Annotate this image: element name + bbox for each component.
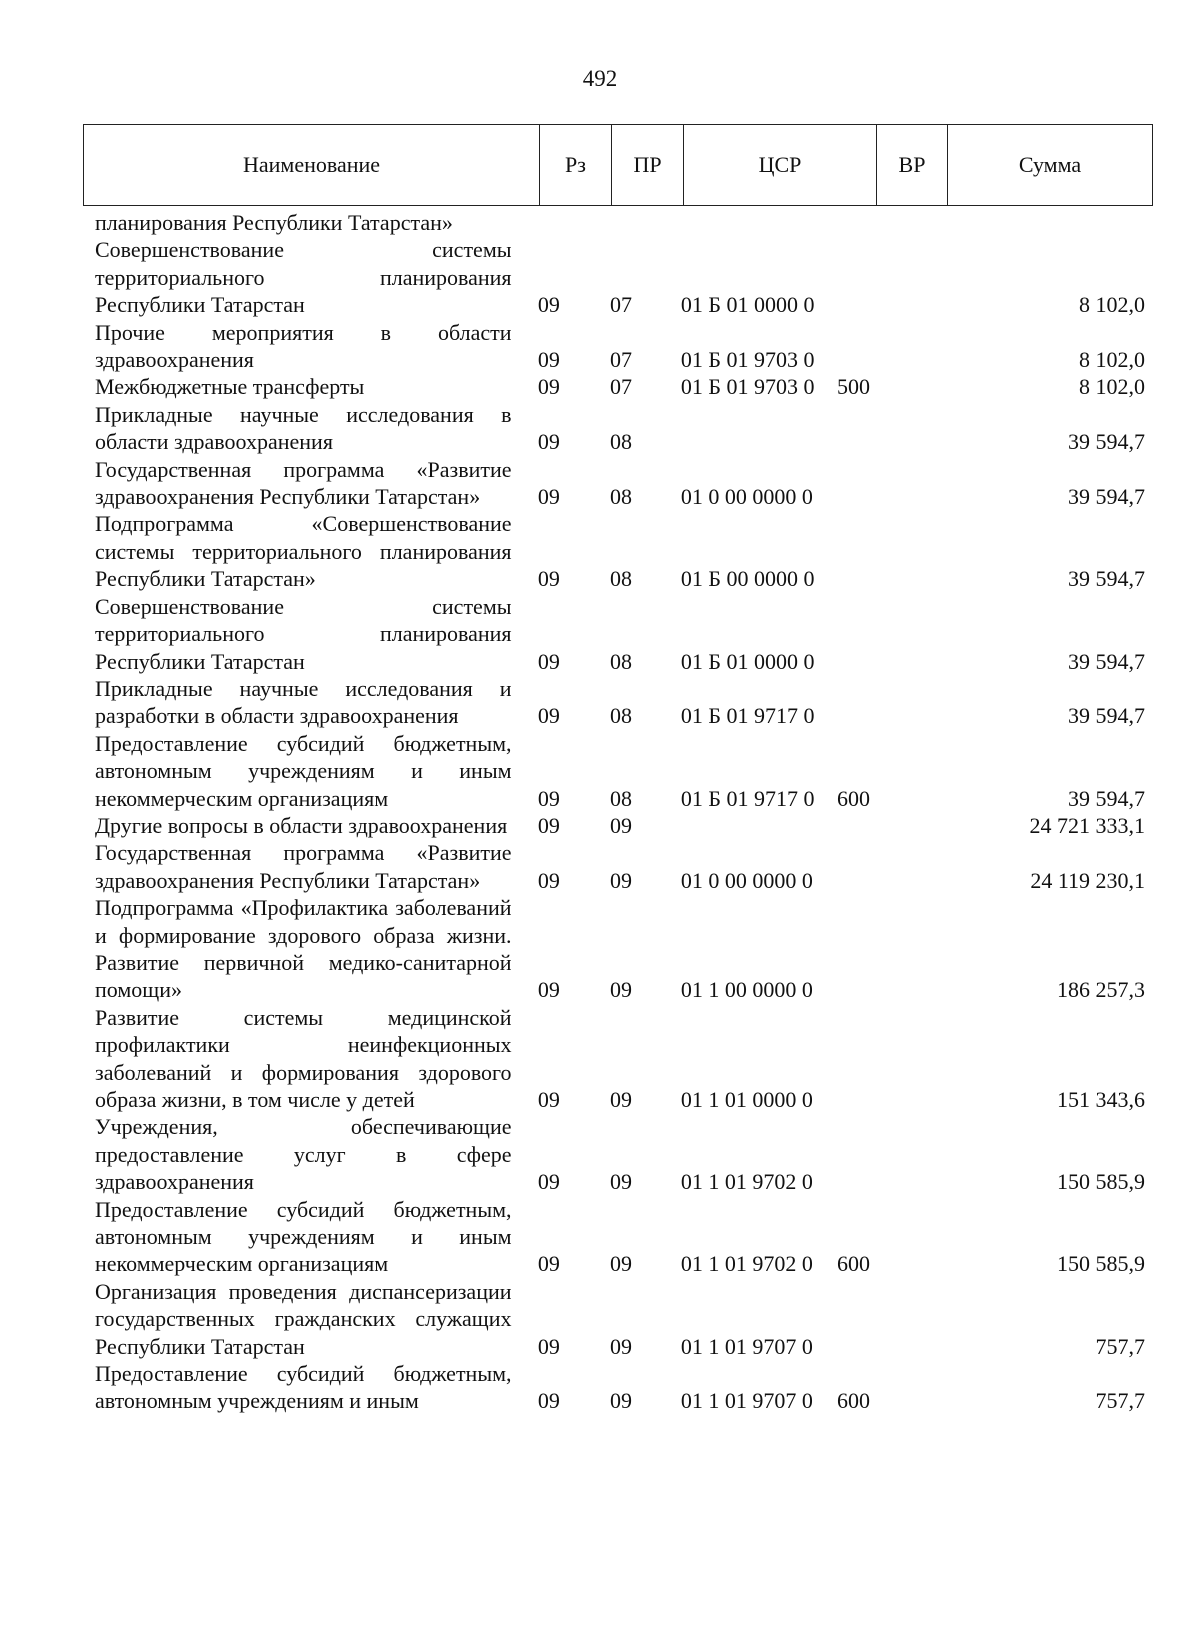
row-vr: 600: [836, 785, 870, 811]
row-name: Подпрограмма «Профилактика заболеваний и формирование здорового образа жизни. Развитие первичной медико-санитарной помощи»: [95, 895, 512, 1003]
table-row: [95, 373, 1145, 400]
row-sum: 39 594,7: [1068, 785, 1146, 811]
row-name: Развитие системы медицинской профилактики неинфекционных заболеваний и формирования здорового образа жизни, в том числе у детей: [95, 1004, 512, 1112]
row-rz: 09: [537, 1251, 560, 1277]
row-name: Предоставление субсидий бюджетным, автономным учреждениям и иным некоммерческим организациям: [95, 730, 512, 811]
row-sum: 757,7: [1095, 1333, 1146, 1359]
table-row: [95, 1278, 1145, 1360]
row-rz: 09: [537, 703, 560, 729]
row-pr: 07: [610, 374, 632, 400]
row-pr: 07: [610, 292, 632, 318]
row-csr: 01 Б 00 0000 0: [680, 566, 815, 592]
table-row: [95, 401, 1145, 456]
row-csr: 01 1 01 9707 0: [680, 1333, 813, 1359]
row-pr: 09: [610, 1169, 632, 1195]
row-rz: 09: [537, 785, 560, 811]
row-pr: 08: [610, 429, 632, 455]
table-row: [95, 1196, 1145, 1278]
row-pr: 09: [610, 1251, 632, 1277]
row-vr: 500: [836, 374, 870, 400]
row-csr: 01 Б 01 0000 0: [680, 292, 815, 318]
row-name: Межбюджетные трансферты: [95, 374, 365, 400]
row-pr: 08: [610, 703, 632, 729]
row-sum: 151 343,6: [1057, 1087, 1146, 1112]
row-pr: 08: [610, 566, 632, 592]
row-rz: 09: [537, 1169, 560, 1195]
row-rz: 09: [537, 867, 560, 893]
table-row: [95, 1113, 1145, 1195]
row-sum: 39 594,7: [1068, 703, 1146, 729]
header-rz: Рз: [540, 125, 612, 205]
row-name: Предоставление субсидий бюджетным, автономным учреждениям и иным некоммерческим организациям: [95, 1196, 512, 1277]
header-sum: Сумма: [1018, 152, 1082, 177]
row-csr: 01 1 00 0000 0: [680, 977, 813, 1003]
row-pr: 08: [610, 785, 632, 811]
table-row: [95, 839, 1145, 894]
table-header: [83, 124, 1153, 206]
row-rz: 09: [537, 347, 560, 373]
row-rz: 09: [537, 1388, 560, 1414]
row-rz: 09: [537, 292, 560, 318]
row-sum: 39 594,7: [1068, 648, 1146, 674]
row-pr: 09: [610, 1388, 632, 1414]
row-name: Совершенствование системы территориального планирования Республики Татарстан: [95, 593, 512, 674]
table-row: [95, 675, 1145, 730]
row-sum: 39 594,7: [1068, 429, 1146, 455]
row-rz: 09: [537, 977, 560, 1003]
row-pr: 08: [610, 648, 632, 674]
row-name: Прочие мероприятия в области здравоохранения: [95, 319, 512, 373]
row-name: Подпрограмма «Совершенствование системы территориального планирования Республики Татарстан»: [95, 511, 512, 592]
table-row: [95, 894, 1145, 1004]
table-row: [95, 1360, 1145, 1415]
row-csr: 01 0 00 0000 0: [680, 867, 813, 893]
row-csr: 01 1 01 0000 0: [680, 1087, 813, 1112]
row-pr: 09: [610, 1087, 632, 1112]
row-name: Предоставление субсидий бюджетным, автономным учреждениям и иным: [95, 1361, 512, 1414]
row-pr: 08: [610, 484, 632, 510]
row-sum: 8 102,0: [1079, 374, 1146, 400]
row-name: Учреждения, обеспечивающие предоставление услуг в сфере здравоохранения: [95, 1114, 512, 1195]
row-pr: 09: [610, 977, 632, 1003]
table-row: [95, 236, 1145, 318]
row-sum: 39 594,7: [1068, 566, 1146, 592]
row-rz: 09: [537, 566, 560, 592]
row-vr: 600: [836, 1388, 870, 1414]
row-name: Государственная программа «Развитие здравоохранения Республики Татарстан»: [95, 456, 512, 510]
row-name: Другие вопросы в области здравоохранения: [95, 812, 508, 838]
row-csr: 01 1 01 9702 0: [680, 1169, 813, 1195]
row-csr: 01 Б 01 0000 0: [680, 648, 815, 674]
row-vr: 600: [836, 1251, 870, 1277]
row-rz: 09: [537, 374, 560, 400]
table-row: [95, 456, 1145, 511]
row-csr: 01 Б 01 9717 0: [680, 703, 815, 729]
row-sum: 24 119 230,1: [1030, 867, 1146, 893]
row-csr: 01 Б 01 9717 0: [680, 785, 815, 811]
header-csr: ЦСР: [684, 125, 877, 205]
page-number: 492: [582, 66, 618, 91]
row-csr: 01 Б 01 9703 0: [680, 347, 815, 373]
row-rz: 09: [537, 648, 560, 674]
table-row: [95, 319, 1145, 374]
row-sum: 8 102,0: [1079, 292, 1146, 318]
row-sum: 757,7: [1095, 1388, 1146, 1414]
row-rz: 09: [537, 812, 560, 838]
table-row: [95, 1004, 1145, 1114]
row-pr: 07: [610, 347, 632, 373]
table-row: [95, 812, 1145, 839]
row-sum: 186 257,3: [1057, 977, 1146, 1003]
row-rz: 09: [537, 1333, 560, 1359]
header-vr: ВР: [877, 125, 948, 205]
row-name: Прикладные научные исследования в области здравоохранения: [95, 401, 512, 455]
row-sum: 8 102,0: [1079, 347, 1146, 373]
row-name: Организация проведения диспансеризации государственных гражданских служащих Республики Татарстан: [95, 1278, 512, 1359]
row-rz: 09: [537, 429, 560, 455]
table-row: [95, 593, 1145, 675]
row-sum: 24 721 333,1: [1029, 812, 1146, 838]
row-pr: 09: [610, 1333, 632, 1359]
row-csr: 01 1 01 9702 0: [680, 1251, 813, 1277]
table-row: [95, 730, 1145, 812]
row-sum: 39 594,7: [1068, 484, 1146, 510]
table-row: [95, 510, 1145, 592]
row-pr: 09: [610, 867, 632, 893]
row-csr: 01 Б 01 9703 0: [680, 374, 815, 400]
row-name: Государственная программа «Развитие здравоохранения Республики Татарстан»: [95, 840, 512, 893]
row-csr: 01 1 01 9707 0: [680, 1388, 813, 1414]
row-name: Прикладные научные исследования и разработки в области здравоохранения: [95, 675, 512, 729]
row-sum: 150 585,9: [1057, 1169, 1146, 1195]
row-rz: 09: [537, 1087, 560, 1112]
row-name: планирования Республики Татарстан»: [95, 210, 453, 235]
row-name: Совершенствование системы территориального планирования Республики Татарстан: [95, 237, 512, 318]
table-body: [95, 209, 1145, 1415]
row-rz: 09: [537, 484, 560, 510]
table-row: [95, 209, 1145, 236]
row-pr: 09: [610, 812, 632, 838]
header-name: Наименование: [84, 125, 540, 205]
row-csr: 01 0 00 0000 0: [680, 484, 813, 510]
header-pr: ПР: [612, 125, 684, 205]
row-sum: 150 585,9: [1057, 1251, 1146, 1277]
